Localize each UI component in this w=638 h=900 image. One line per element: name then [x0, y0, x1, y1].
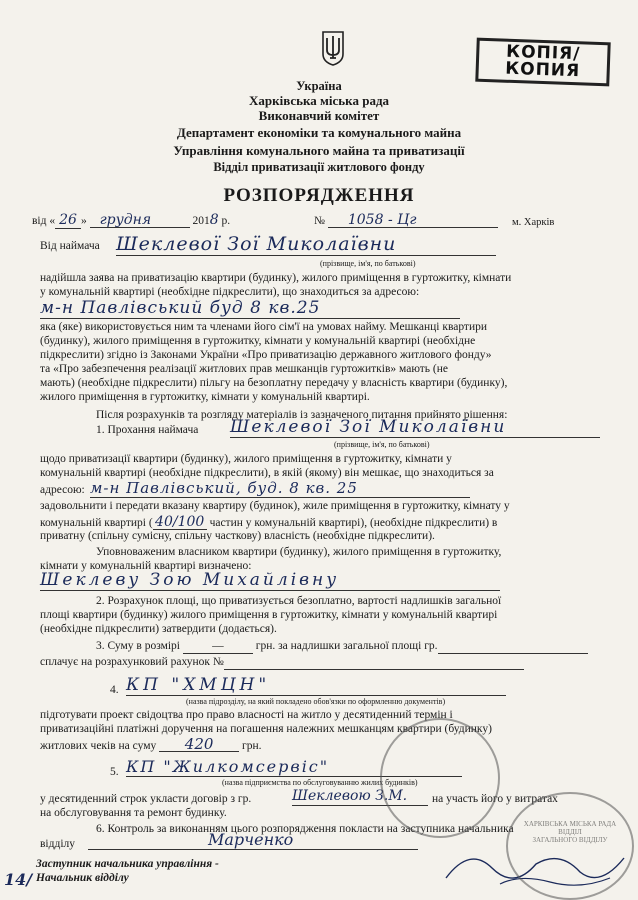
item6-line: 6. Контроль за виконанням цього розпорядження покласти на заступника начальника	[96, 823, 514, 835]
copy-stamp-line-2: КОПИЯ	[504, 58, 581, 82]
item3-line1	[96, 640, 588, 654]
item1-line: приватну (спільну сумісну, спільну часткову) власність (необхідне підкреслити).	[40, 530, 435, 542]
round-stamp-secondary	[506, 792, 634, 900]
round-stamp-top: ХАРКІВСЬКА МІСЬКА РАДА	[523, 820, 617, 828]
document-title: РОЗПОРЯДЖЕННЯ	[223, 185, 415, 206]
margin-note: 14/	[4, 870, 33, 889]
date-day: 26	[55, 212, 81, 229]
para1-line: підкреслити) згідно із Законами України «Про приватизацію державного житлового фонду»	[40, 349, 492, 361]
item3-prefix: 3. Суму в розмірі	[96, 640, 180, 652]
item1-line: комунальній квартирі (необхідне підкреслити), в якій (якому) він мешкає, що знаходиться за	[40, 467, 494, 479]
tenant-label: Від наймача	[40, 240, 100, 252]
item5-contract-suffix: на участь його у витратах	[432, 793, 558, 805]
para1-line: жилого приміщення в гуртожитку, кімнати у комунальній квартирі.	[40, 391, 370, 403]
item5-caption: (назва підприємства по обслуговуванню жилих будинків)	[222, 778, 418, 787]
item1-owner: Шеклеву Зою Михайлівну	[40, 571, 500, 591]
item2-line: площі квартири (будинку) жилого приміщення в гуртожитку, кімнати у комунальній квартирі	[40, 609, 498, 621]
item1-share-prefix: комунальній квартирі (	[40, 517, 153, 529]
copy-stamp-line-1: КОПІЯ/	[505, 41, 581, 65]
item4-sum: 420	[159, 738, 239, 752]
number-label: №	[314, 215, 325, 227]
item1-line: кімнати у комунальній квартирі визначено:	[40, 560, 252, 572]
item5-person: Шеклевою З.М.	[292, 788, 428, 806]
item1-share-suffix: частин у комунальній квартирі), (необхідне підкреслити) в	[209, 517, 498, 529]
para1-line: яка (яке) використовується ним та членами його сім'ї на умовах найму. Мешканці квартири	[40, 321, 488, 333]
round-stamp-text	[520, 820, 620, 844]
para1-line: у комунальній квартирі (необхідне підкреслити), що знаходиться за адресою:	[40, 286, 420, 298]
item2-line: (необхідне підкреслити) затвердити (додається).	[40, 623, 277, 635]
date-quote: »	[80, 215, 87, 227]
document-number: 1058 - Цг	[328, 214, 498, 228]
item6-responsible: Марченко	[88, 830, 418, 850]
item4-label: 4.	[110, 684, 119, 696]
item1-caption: (прізвище, ім'я, по батькові)	[334, 440, 430, 449]
property-address: м-н Павлівський буд 8 кв.25	[40, 299, 460, 319]
item1-line: адресою:	[40, 484, 85, 496]
item4-caption: (назва підрозділу, на який покладено обов'язки по оформленню документів)	[186, 697, 446, 706]
item4-currency: грн.	[241, 740, 262, 752]
trident-emblem-icon	[320, 30, 346, 66]
decision-intro: Після розрахунків та розгляду матеріалів із зазначеного питання прийнято рішення:	[96, 409, 508, 421]
date-year-suffix: р.	[221, 215, 231, 227]
date-year-prefix: 201	[192, 215, 210, 227]
date-prefix: від «	[32, 215, 56, 227]
header-committee: Виконавчий комітет	[258, 108, 380, 123]
item1-line: щодо приватизації квартири (будинку), жилого приміщення в гуртожитку, кімнати у	[40, 453, 452, 465]
date-month: грудня	[90, 214, 190, 228]
item6-line: відділу	[40, 838, 76, 850]
item5-label: 5.	[110, 766, 119, 778]
footer-position-2: Начальник відділу	[36, 872, 129, 884]
para1-line: надійшла заява на приватизацію квартири (будинку), жилого приміщення в гуртожитку, кімнати	[40, 272, 512, 284]
item3-line2	[40, 656, 524, 670]
para1-line: (будинку), жилого приміщення в гуртожитку, кімнати у комунальній квартирі (необхідне	[40, 335, 476, 347]
header-council: Харківська міська рада	[248, 93, 390, 108]
item5-org: КП "Жилкомсервіс"	[126, 757, 462, 777]
item1-address: м-н Павлівський, буд. 8 кв. 25	[90, 480, 470, 498]
item1-tenant-name: Шеклевої Зої Миколаївни	[230, 418, 600, 438]
city: м. Харків	[512, 217, 555, 228]
item3-suffix: грн. за надлишки загальної площі гр.	[255, 640, 438, 652]
para1-line: мають) (необхідне підкреслити) пільгу на безоплатну передачу у власність квартири (будинку),	[40, 377, 508, 389]
date-line	[32, 214, 230, 228]
tenant-name: Шеклевої Зої Миколаївни	[116, 233, 496, 256]
item4-sum-label: житлових чеків на суму	[40, 740, 157, 752]
footer-position-1: Заступник начальника управління -	[36, 858, 219, 870]
round-stamp-mid: ВІДДІЛ	[558, 828, 582, 836]
item1-share: 40/100	[153, 516, 207, 530]
number-line	[314, 214, 498, 228]
item5-line: на обслуговування та ремонт будинку.	[40, 807, 227, 819]
item1-label: 1. Прохання наймача	[96, 424, 199, 436]
round-stamp-bottom: ЗАГАЛЬНОГО ВІДДІЛУ	[532, 836, 608, 844]
header-country: Україна	[296, 79, 342, 93]
item4-sum-line	[40, 735, 262, 753]
item5-contract-label: у десятиденний строк укласти договір з гр.	[40, 793, 252, 805]
tenant-caption: (прізвище, ім'я, по батькові)	[320, 259, 416, 268]
item1-share-line	[40, 516, 497, 530]
item1-line: задовольнити і передати вказану квартиру (будинок), жиле приміщення в гуртожитку, кімнату у	[40, 500, 510, 512]
header-division: Відділ приватизації житлового фонду	[213, 160, 425, 174]
item4-line: підготувати проект свідоцтва про право власності на житло у десятиденний термін і	[40, 709, 453, 721]
date-year-digit: 8	[209, 212, 219, 228]
item2-line: 2. Розрахунок площі, що приватизується безоплатно, вартості надлишків загальної	[96, 595, 502, 607]
item4-org: КП "ХМЦН"	[126, 676, 506, 696]
header-administration: Управління комунального майна та приватизації	[173, 143, 465, 158]
item4-line: приватизаційні платіжні доручення на погашення належних мешканцям квартири (будинку)	[40, 723, 492, 735]
header-department: Департамент економіки та комунального майна	[176, 125, 462, 140]
para1-line: та «Про забезпечення реалізації житлових прав мешканців гуртожитків» мають (не	[40, 363, 448, 375]
item1-line: Уповноваженим власником квартири (будинку), жилого приміщення в гуртожитку,	[96, 546, 502, 558]
round-stamp	[380, 718, 500, 838]
item3-account-label: сплачує на розрахунковий рахунок №	[40, 656, 224, 668]
item3-amount: —	[183, 640, 253, 654]
